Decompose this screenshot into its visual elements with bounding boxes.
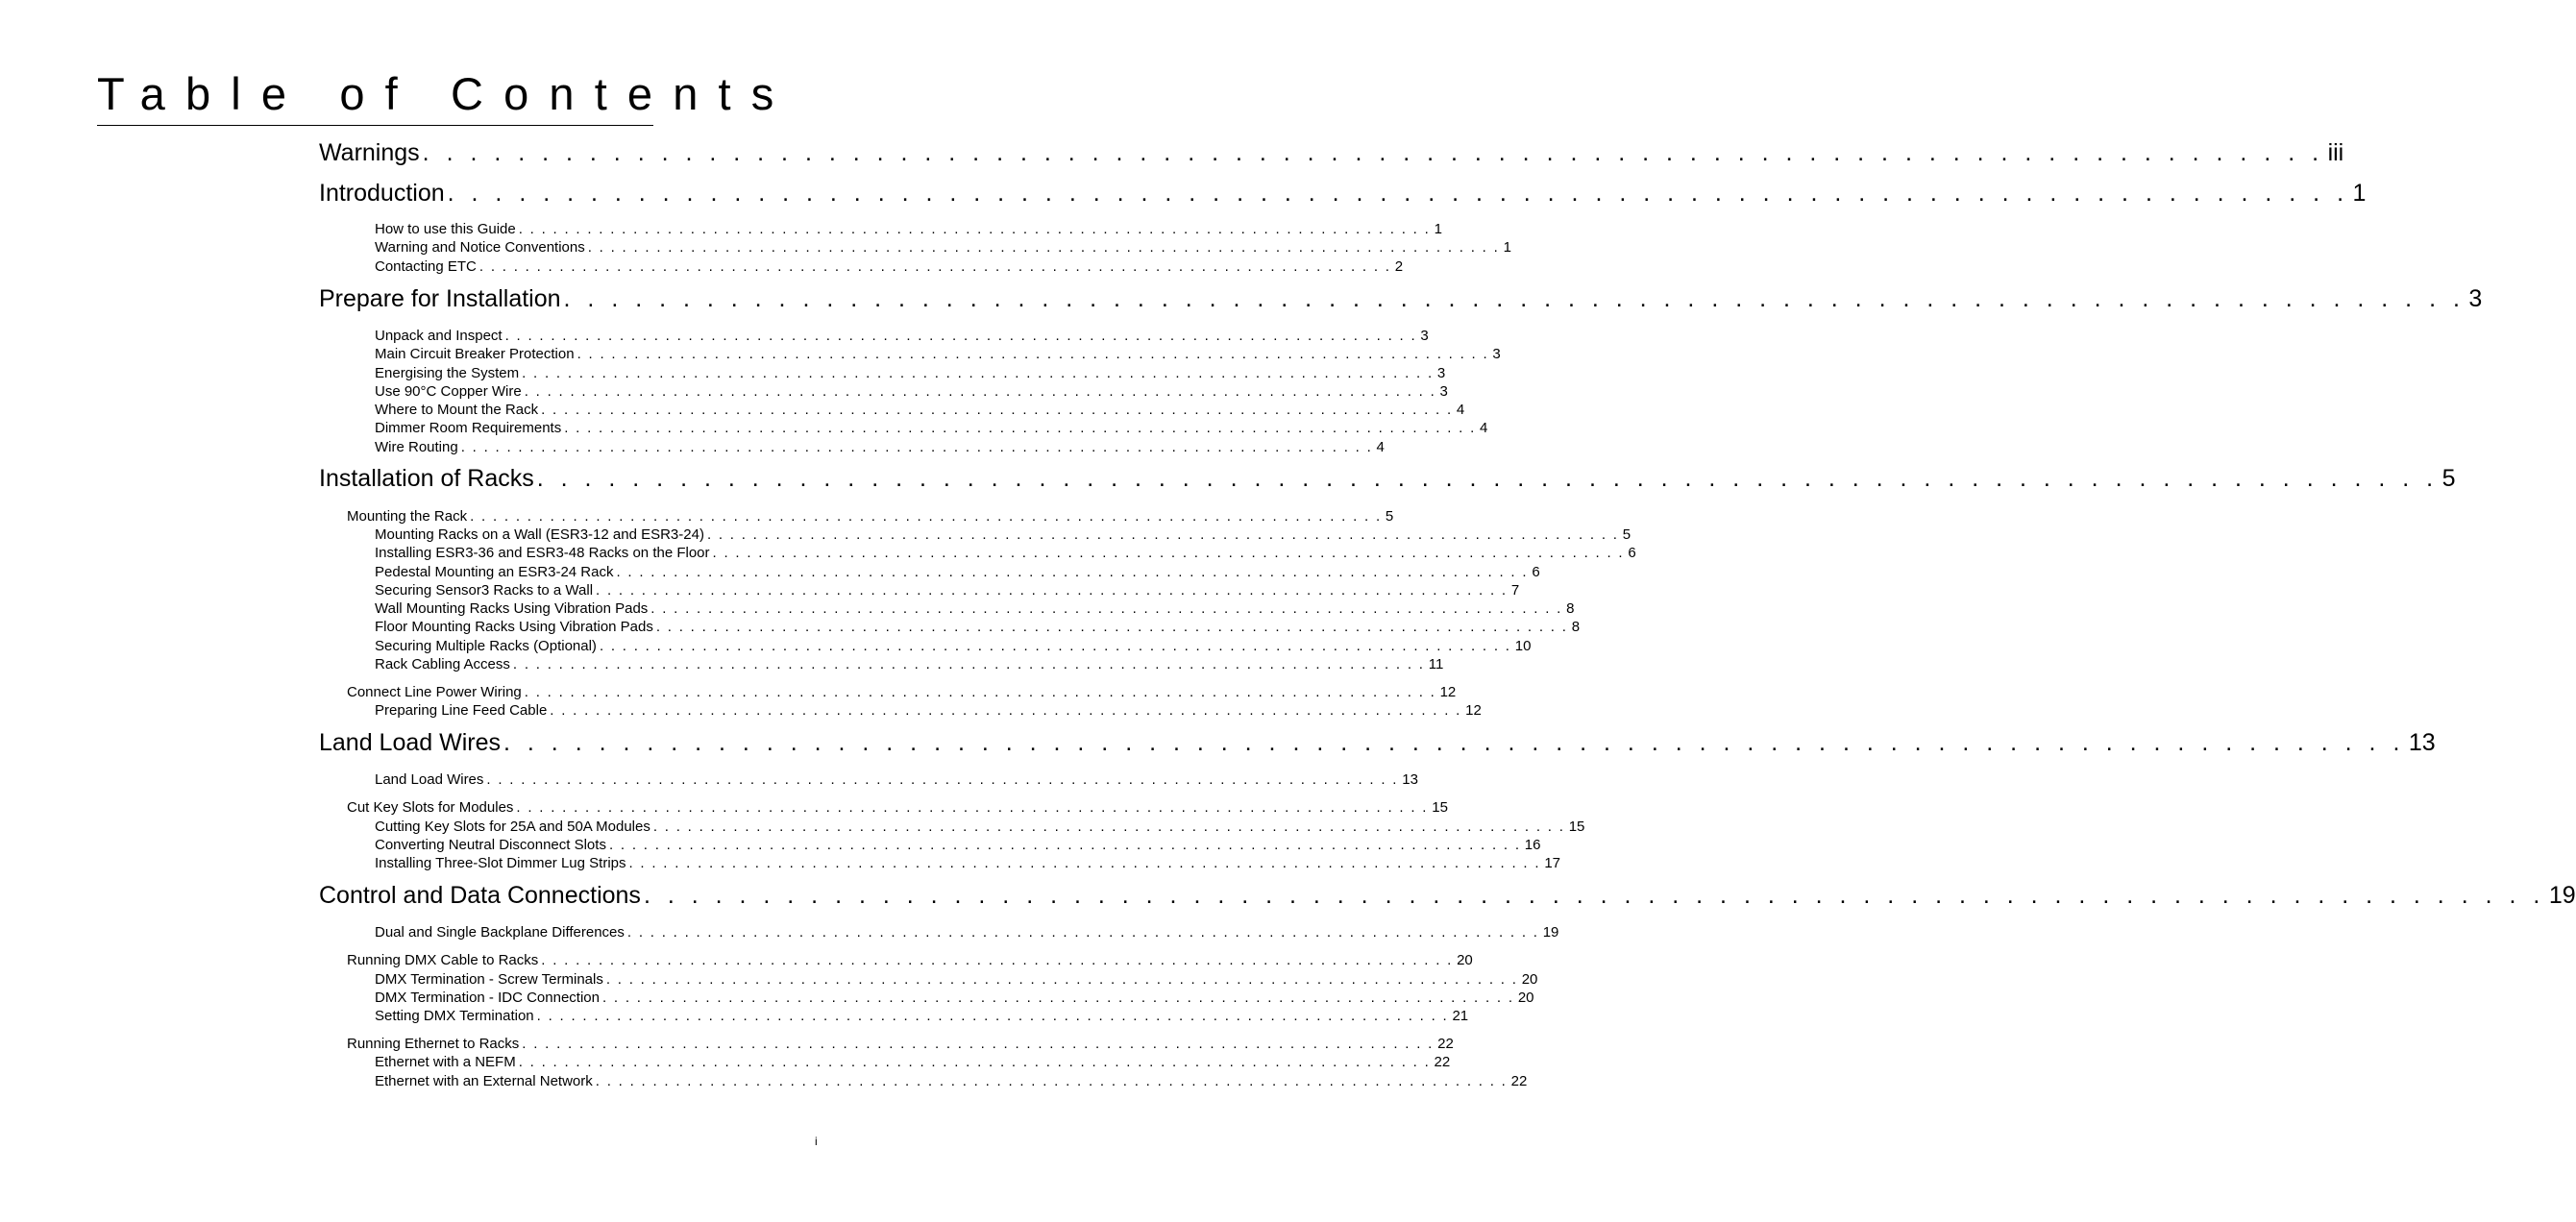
toc-entry-page: 13 [2408,729,2436,756]
toc-entry-label: Securing Multiple Racks (Optional) [375,638,597,654]
page-title: Table of Contents [97,68,795,119]
toc-entry-section[interactable] [347,683,1457,702]
toc-entry-sub[interactable] [375,1053,1451,1072]
toc-dot-leader: . . . . . . . . . . . . . . . . . . . . . . . . . . . . . . . . . . . . . . . . . . . . . . . . . . . . . . . . . . . . . . . . . . . . . . . . . . . . . . . . [512,656,1425,672]
toc-entry-chapter[interactable] [319,179,2367,208]
toc-entry-sub[interactable] [375,401,1465,420]
toc-dot-leader: . . . . . . . . . . . . . . . . . . . . . . . . . . . . . . . . . . . . . . . . . . . . . . . . . . . . . . . . . . . . . . . . . . . . . . . . . . . . . . . . [605,971,1518,988]
toc-entry-sub[interactable] [375,364,1446,383]
toc-entry-page: 5 [1622,526,1631,543]
toc-entry-sub[interactable] [375,923,1559,942]
toc-entry-page: 20 [1521,971,1538,988]
toc-entry-sub[interactable] [375,438,1385,457]
toc-entry-sub[interactable] [375,818,1585,837]
toc-dot-leader: . . . . . . . . . . . . . . . . . . . . . . . . . . . . . . . . . . . . . . . . . . . . . . . . . . . . . . . . . . . . . . . . . . . . . . . . . . . . . . . . [601,990,1514,1006]
toc-entry-sub[interactable] [375,581,1520,600]
toc-entry-label: Control and Data Connections [319,882,641,909]
toc-entry-chapter[interactable] [319,138,2344,167]
toc-dot-leader: . . . . . . . . . . . . . . . . . . . . . . . . . . . . . . . . . . . . . . . . . . . . . . . . . . . . . . . . . . . . . . . . . . . . . . . . . . . . . . . . [643,882,2545,909]
toc-entry-page: 12 [1439,684,1457,700]
toc-entry-page: 7 [1510,582,1520,599]
toc-entry-sub[interactable] [375,599,1575,619]
toc-entry-label: Land Load Wires [375,771,484,788]
toc-entry-page: 6 [1628,545,1636,561]
toc-entry-page: 6 [1532,564,1540,580]
toc-entry-page: 15 [1432,799,1448,816]
toc-entry-page: 4 [1376,439,1385,455]
toc-dot-leader: . . . . . . . . . . . . . . . . . . . . . . . . . . . . . . . . . . . . . . . . . . . . . . . . . . . . . . . . . . . . . . . . . . . . . . . . . . . . . . . . [599,638,1511,654]
toc-entry-label: Main Circuit Breaker Protection [375,346,575,362]
toc-dot-leader: . . . . . . . . . . . . . . . . . . . . . . . . . . . . . . . . . . . . . . . . . . . . . . . . . . . . . . . . . . . . . . . . . . . . . . . . . . . . . . . . [536,1008,1449,1024]
toc-entry-label: Unpack and Inspect [375,328,503,344]
toc-dot-leader: . . . . . . . . . . . . . . . . . . . . . . . . . . . . . . . . . . . . . . . . . . . . . . . . . . . . . . . . . . . . . . . . . . . . . . . . . . . . . . . . [652,819,1565,835]
toc-entry-section[interactable] [347,507,1394,526]
toc-dot-leader: . . . . . . . . . . . . . . . . . . . . . . . . . . . . . . . . . . . . . . . . . . . . . . . . . . . . . . . . . . . . . . . . . . . . . . . . . . . . . . . . [596,582,1508,599]
toc-entry-sub[interactable] [375,238,1511,257]
toc-dot-leader: . . . . . . . . . . . . . . . . . . . . . . . . . . . . . . . . . . . . . . . . . . . . . . . . . . . . . . . . . . . . . . . . . . . . . . . . . . . . . . . . [550,702,1462,719]
toc-dot-leader: . . . . . . . . . . . . . . . . . . . . . . . . . . . . . . . . . . . . . . . . . . . . . . . . . . . . . . . . . . . . . . . . . . . . . . . . . . . . . . . . [563,285,2466,312]
toc-entry-label: Land Load Wires [319,729,502,756]
toc-entry-sub[interactable] [375,345,1501,364]
toc-entry-page: iii [2327,139,2344,166]
toc-entry-label: Wire Routing [375,439,458,455]
toc-entry-page: 8 [1566,600,1575,617]
toc-entry-section[interactable] [347,951,1473,970]
toc-dot-leader: . . . . . . . . . . . . . . . . . . . . . . . . . . . . . . . . . . . . . . . . . . . . . . . . . . . . . . . . . . . . . . . . . . . . . . . . . . . . . . . . [460,439,1373,455]
toc-dot-leader: . . . . . . . . . . . . . . . . . . . . . . . . . . . . . . . . . . . . . . . . . . . . . . . . . . . . . . . . . . . . . . . . . . . . . . . . . . . . . . . . [577,346,1489,362]
toc-dot-leader: . . . . . . . . . . . . . . . . . . . . . . . . . . . . . . . . . . . . . . . . . . . . . . . . . . . . . . . . . . . . . . . . . . . . . . . . . . . . . . . . [504,328,1417,344]
toc-entry-page: 2 [1394,258,1404,275]
toc-entry-page: 3 [1436,365,1446,381]
toc-entry-page: 22 [1437,1036,1454,1052]
toc-entry-label: Dual and Single Backplane Differences [375,924,625,941]
toc-dot-leader: . . . . . . . . . . . . . . . . . . . . . . . . . . . . . . . . . . . . . . . . . . . . . . . . . . . . . . . . . . . . . . . . . . . . . . . . . . . . . . . . [706,526,1619,543]
toc-entry-label: Energising the System [375,365,520,381]
toc-entry-label: Mounting the Rack [347,508,468,525]
toc-entry-label: Mounting Racks on a Wall (ESR3-12 and ESR3-24) [375,526,704,543]
toc-entry-label: Contacting ETC [375,258,477,275]
toc-entry-chapter[interactable] [319,464,2456,493]
toc-entry-page: 1 [1434,221,1442,237]
toc-entry-sub[interactable] [375,637,1532,656]
toc-entry-label: Cutting Key Slots for 25A and 50A Modules [375,819,650,835]
toc-entry-page: 3 [1439,383,1448,400]
toc-entry-page: 1 [1503,239,1511,256]
toc-entry-page: 22 [1510,1073,1528,1089]
toc-dot-leader: . . . . . . . . . . . . . . . . . . . . . . . . . . . . . . . . . . . . . . . . . . . . . . . . . . . . . . . . . . . . . . . . . . . . . . . . . . . . . . . . [524,383,1436,400]
toc-entry-page: 21 [1452,1008,1469,1024]
toc-entry-page: 19 [1542,924,1559,941]
toc-dot-leader: . . . . . . . . . . . . . . . . . . . . . . . . . . . . . . . . . . . . . . . . . . . . . . . . . . . . . . . . . . . . . . . . . . . . . . . . . . . . . . . . [522,1036,1435,1052]
toc-entry-label: Connect Line Power Wiring [347,684,522,700]
toc-entry-sub[interactable] [375,618,1581,637]
toc-entry-sub[interactable] [375,836,1541,855]
toc-entry-sub[interactable] [375,854,1561,873]
toc-entry-label: Dimmer Room Requirements [375,420,562,436]
toc-dot-leader: . . . . . . . . . . . . . . . . . . . . . . . . . . . . . . . . . . . . . . . . . . . . . . . . . . . . . . . . . . . . . . . . . . . . . . . . . . . . . . . . [541,402,1453,418]
toc-entry-sub[interactable] [375,655,1444,674]
toc-dot-leader: . . . . . . . . . . . . . . . . . . . . . . . . . . . . . . . . . . . . . . . . . . . . . . . . . . . . . . . . . . . . . . . . . . . . . . . . . . . . . . . . [447,180,2349,207]
toc-entry-page: 3 [1492,346,1501,362]
toc-entry-label: Introduction [319,180,445,207]
toc-entry-label: Securing Sensor3 Racks to a Wall [375,582,594,599]
toc-dot-leader: . . . . . . . . . . . . . . . . . . . . . . . . . . . . . . . . . . . . . . . . . . . . . . . . . . . . . . . . . . . . . . . . . . . . . . . . . . . . . . . . [470,508,1382,525]
toc-entry-label: Cut Key Slots for Modules [347,799,514,816]
toc-dot-leader: . . . . . . . . . . . . . . . . . . . . . . . . . . . . . . . . . . . . . . . . . . . . . . . . . . . . . . . . . . . . . . . . . . . . . . . . . . . . . . . . [516,799,1429,816]
title-rule [97,125,653,126]
toc-entry-label: Running DMX Cable to Racks [347,952,539,968]
toc-entry-page: 4 [1480,420,1488,436]
toc-entry-sub[interactable] [375,544,1636,563]
toc-dot-leader: . . . . . . . . . . . . . . . . . . . . . . . . . . . . . . . . . . . . . . . . . . . . . . . . . . . . . . . . . . . . . . . . . . . . . . . . . . . . . . . . [518,221,1431,237]
toc-entry-section[interactable] [347,1035,1454,1054]
toc-entry-sub[interactable] [375,1007,1469,1026]
toc-entry-chapter[interactable] [319,284,2483,313]
toc-entry-label: Setting DMX Termination [375,1008,534,1024]
toc-entry-label: Running Ethernet to Racks [347,1036,520,1052]
toc-dot-leader: . . . . . . . . . . . . . . . . . . . . . . . . . . . . . . . . . . . . . . . . . . . . . . . . . . . . . . . . . . . . . . . . . . . . . . . . . . . . . . . . [478,258,1391,275]
toc-entry-sub[interactable] [375,563,1540,582]
toc-entry-label: Installation of Racks [319,465,534,492]
toc-entry-label: How to use this Guide [375,221,516,237]
toc-entry-page: 3 [2468,285,2483,312]
toc-entry-page: 3 [1420,328,1429,344]
toc-entry-page: 4 [1456,402,1465,418]
toc-entry-page: 12 [1465,702,1482,719]
toc-entry-label: DMX Termination - Screw Terminals [375,971,603,988]
toc-dot-leader: . . . . . . . . . . . . . . . . . . . . . . . . . . . . . . . . . . . . . . . . . . . . . . . . . . . . . . . . . . . . . . . . . . . . . . . . . . . . . . . . [422,139,2324,166]
toc-entry-page: 5 [1385,508,1394,525]
toc-dot-leader: . . . . . . . . . . . . . . . . . . . . . . . . . . . . . . . . . . . . . . . . . . . . . . . . . . . . . . . . . . . . . . . . . . . . . . . . . . . . . . . . [524,684,1436,700]
toc-entry-page: 22 [1434,1054,1451,1070]
toc-dot-leader: . . . . . . . . . . . . . . . . . . . . . . . . . . . . . . . . . . . . . . . . . . . . . . . . . . . . . . . . . . . . . . . . . . . . . . . . . . . . . . . . [595,1073,1508,1089]
toc-entry-label: Ethernet with an External Network [375,1073,593,1089]
toc-entry-page: 16 [1524,837,1541,853]
toc-entry-label: Use 90°C Copper Wire [375,383,522,400]
toc-entry-sub[interactable] [375,327,1429,346]
toc-entry-page: 1 [2352,180,2367,207]
toc-entry-label: Floor Mounting Racks Using Vibration Pads [375,619,653,635]
toc-entry-label: Rack Cabling Access [375,656,510,672]
toc-dot-leader: . . . . . . . . . . . . . . . . . . . . . . . . . . . . . . . . . . . . . . . . . . . . . . . . . . . . . . . . . . . . . . . . . . . . . . . . . . . . . . . . [616,564,1529,580]
toc-entry-chapter[interactable] [319,728,2436,757]
toc-entry-sub[interactable] [375,382,1448,402]
toc-entry-label: Warning and Notice Conventions [375,239,585,256]
toc-entry-section[interactable] [347,798,1448,818]
toc-entry-label: Warnings [319,139,420,166]
toc-entry-page: 10 [1514,638,1532,654]
toc-dot-leader: . . . . . . . . . . . . . . . . . . . . . . . . . . . . . . . . . . . . . . . . . . . . . . . . . . . . . . . . . . . . . . . . . . . . . . . . . . . . . . . . [518,1054,1431,1070]
toc-entry-sub[interactable] [375,989,1534,1008]
toc-entry-label: Preparing Line Feed Cable [375,702,548,719]
page-number: i [815,1135,818,1148]
toc-entry-sub[interactable] [375,220,1442,239]
toc-entry-page: 13 [1402,771,1418,788]
toc-entry-label: Pedestal Mounting an ESR3-24 Rack [375,564,614,580]
toc-dot-leader: . . . . . . . . . . . . . . . . . . . . . . . . . . . . . . . . . . . . . . . . . . . . . . . . . . . . . . . . . . . . . . . . . . . . . . . . . . . . . . . . [608,837,1521,853]
toc-entry-page: 15 [1568,819,1585,835]
toc-entry-sub[interactable] [375,970,1538,990]
toc-entry-page: 19 [2548,882,2576,909]
toc-dot-leader: . . . . . . . . . . . . . . . . . . . . . . . . . . . . . . . . . . . . . . . . . . . . . . . . . . . . . . . . . . . . . . . . . . . . . . . . . . . . . . . . [628,855,1541,871]
toc-entry-page: 20 [1517,990,1534,1006]
toc-entry-label: Prepare for Installation [319,285,561,312]
toc-entry-page: 17 [1544,855,1561,871]
toc-dot-leader: . . . . . . . . . . . . . . . . . . . . . . . . . . . . . . . . . . . . . . . . . . . . . . . . . . . . . . . . . . . . . . . . . . . . . . . . . . . . . . . . [587,239,1500,256]
toc-dot-leader: . . . . . . . . . . . . . . . . . . . . . . . . . . . . . . . . . . . . . . . . . . . . . . . . . . . . . . . . . . . . . . . . . . . . . . . . . . . . . . . . [522,365,1434,381]
toc-dot-leader: . . . . . . . . . . . . . . . . . . . . . . . . . . . . . . . . . . . . . . . . . . . . . . . . . . . . . . . . . . . . . . . . . . . . . . . . . . . . . . . . [626,924,1539,941]
toc-dot-leader: . . . . . . . . . . . . . . . . . . . . . . . . . . . . . . . . . . . . . . . . . . . . . . . . . . . . . . . . . . . . . . . . . . . . . . . . . . . . . . . . [503,729,2405,756]
toc-entry-label: Converting Neutral Disconnect Slots [375,837,606,853]
toc-dot-leader: . . . . . . . . . . . . . . . . . . . . . . . . . . . . . . . . . . . . . . . . . . . . . . . . . . . . . . . . . . . . . . . . . . . . . . . . . . . . . . . . [541,952,1454,968]
toc-entry-page: 11 [1428,656,1444,672]
toc-dot-leader: . . . . . . . . . . . . . . . . . . . . . . . . . . . . . . . . . . . . . . . . . . . . . . . . . . . . . . . . . . . . . . . . . . . . . . . . . . . . . . . . [486,771,1399,788]
toc-dot-leader: . . . . . . . . . . . . . . . . . . . . . . . . . . . . . . . . . . . . . . . . . . . . . . . . . . . . . . . . . . . . . . . . . . . . . . . . . . . . . . . . [564,420,1477,436]
toc-entry-sub[interactable] [375,701,1482,721]
toc-entry-chapter[interactable] [319,881,2576,910]
toc-dot-leader: . . . . . . . . . . . . . . . . . . . . . . . . . . . . . . . . . . . . . . . . . . . . . . . . . . . . . . . . . . . . . . . . . . . . . . . . . . . . . . . . [536,465,2439,492]
toc-dot-leader: . . . . . . . . . . . . . . . . . . . . . . . . . . . . . . . . . . . . . . . . . . . . . . . . . . . . . . . . . . . . . . . . . . . . . . . . . . . . . . . . [655,619,1568,635]
toc-entry-sub[interactable] [375,257,1404,277]
toc-entry-label: Wall Mounting Racks Using Vibration Pads [375,600,649,617]
toc-entry-label: Where to Mount the Rack [375,402,539,418]
toc-entry-label: Installing ESR3-36 and ESR3-48 Racks on the Floor [375,545,710,561]
toc-entry-sub[interactable] [375,525,1631,545]
toc-entry-label: Ethernet with a NEFM [375,1054,516,1070]
toc-entry-page: 20 [1457,952,1473,968]
toc-entry-sub[interactable] [375,1072,1528,1091]
toc-entry-page: 8 [1571,619,1581,635]
toc-dot-leader: . . . . . . . . . . . . . . . . . . . . . . . . . . . . . . . . . . . . . . . . . . . . . . . . . . . . . . . . . . . . . . . . . . . . . . . . . . . . . . . . [712,545,1625,561]
toc-dot-leader: . . . . . . . . . . . . . . . . . . . . . . . . . . . . . . . . . . . . . . . . . . . . . . . . . . . . . . . . . . . . . . . . . . . . . . . . . . . . . . . . [650,600,1563,617]
toc-entry-label: DMX Termination - IDC Connection [375,990,600,1006]
toc-entry-label: Installing Three-Slot Dimmer Lug Strips [375,855,626,871]
toc-entry-sub[interactable] [375,419,1488,438]
toc-entry-page: 5 [2441,465,2456,492]
toc-entry-sub[interactable] [375,770,1418,790]
